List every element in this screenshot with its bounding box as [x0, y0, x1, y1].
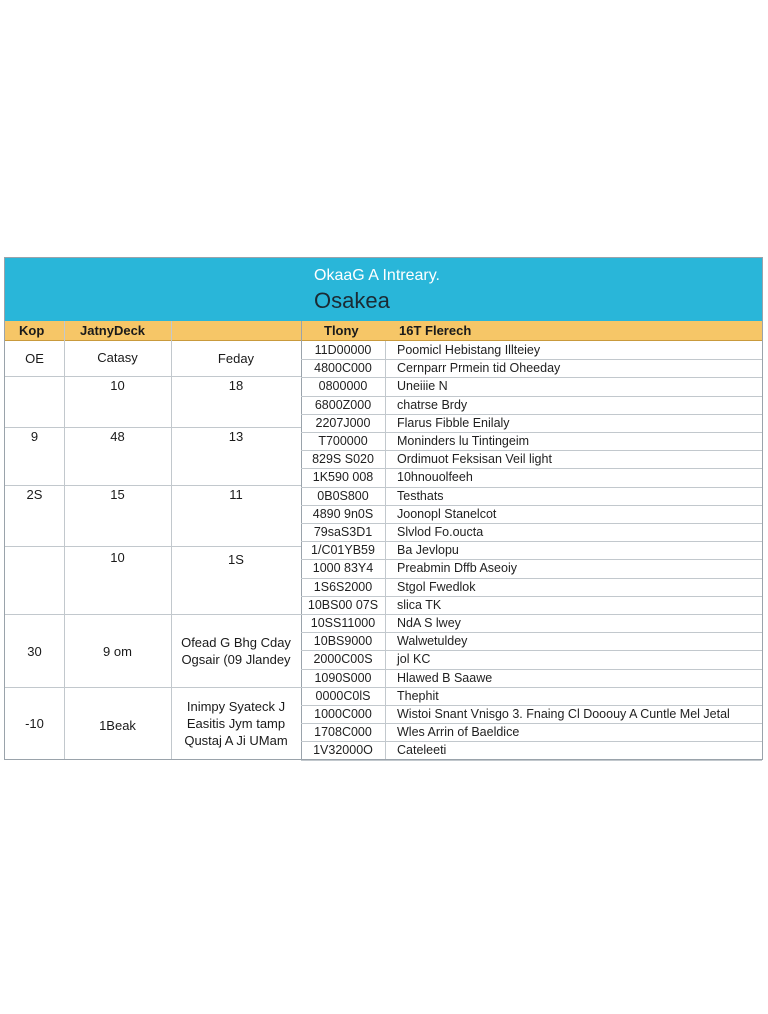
- row-activity: Walwetuldey: [397, 634, 468, 649]
- schedule-row: [301, 523, 762, 541]
- schedule-row: [301, 596, 762, 614]
- schedule-row: [301, 705, 762, 723]
- group-separator: [5, 485, 301, 486]
- title-banner: [5, 258, 762, 321]
- group-separator: [5, 687, 301, 688]
- row-activity: Preabmin Dffb Aseoiy: [397, 561, 517, 576]
- banner-title: Osakea: [314, 288, 390, 313]
- schedule-row: [301, 687, 762, 705]
- row-time: 6800Z000: [314, 397, 372, 412]
- row-activity: Ba Jevlopu: [397, 543, 459, 558]
- banner-subtitle: OkaaG A Intreary.: [314, 267, 440, 284]
- row-time: 4890 9n0S: [312, 506, 374, 521]
- row-activity: Testhats: [397, 488, 444, 503]
- row-time: 1S6S2000: [313, 579, 373, 594]
- schedule-row: [301, 578, 762, 596]
- group-5-col3: 1S: [228, 552, 244, 567]
- row-activity: Joonopl Stanelcot: [397, 506, 497, 521]
- schedule-row: [301, 741, 762, 759]
- group-separator: [5, 376, 301, 377]
- row-activity: chatrse Brdy: [397, 397, 468, 412]
- row-activity: Wles Arrin of Baeldice: [397, 725, 520, 740]
- schedule-row: [301, 541, 762, 559]
- row-time: 0800000: [318, 379, 368, 394]
- column-header-2: JatnyDeck: [80, 323, 146, 338]
- group-7-col2: 1Beak: [99, 718, 136, 733]
- schedule-row: [301, 396, 762, 414]
- column-header-activity: 16T Flerech: [399, 323, 472, 338]
- group-1-col2: Catasy: [97, 350, 138, 365]
- schedule-row: [301, 432, 762, 450]
- group-3-col1: 9: [30, 429, 39, 444]
- row-activity: Poomicl Hebistang Illteiey: [397, 343, 541, 357]
- row-activity: Ordimuot Feksisan Veil light: [397, 452, 552, 467]
- row-time: 1000 83Y4: [312, 561, 374, 576]
- row-time: 2207J000: [315, 415, 371, 430]
- schedule-row: [301, 614, 762, 632]
- schedule-row: [301, 414, 762, 432]
- itinerary-sheet: [4, 257, 763, 760]
- column-header-time: Tlony: [324, 323, 359, 338]
- row-time: 1708C000: [314, 725, 372, 740]
- group-4-col2: 15: [110, 487, 125, 502]
- row-time: 1000C000: [314, 707, 372, 721]
- row-time: 10BS00 07S: [307, 597, 379, 612]
- row-time: 11D00000: [314, 343, 372, 357]
- group-6-col3: Ofead G Bhg Cday Ogsair (09 Jlandey: [181, 635, 291, 667]
- column-header-1: Kop: [19, 323, 45, 338]
- row-time: 10BS9000: [313, 634, 373, 649]
- group-separator: [5, 427, 301, 428]
- group-separator: [5, 614, 301, 615]
- group-7-col1: -10: [25, 716, 44, 731]
- row-time: 0000C0lS: [315, 688, 371, 703]
- row-separator: [301, 760, 762, 761]
- group-4-col3: 11: [229, 487, 243, 502]
- schedule-row: [301, 450, 762, 468]
- row-activity: Cernparr Prmein tid Oheeday: [397, 361, 561, 376]
- schedule-row: [301, 632, 762, 650]
- row-activity: Moninders lu Tintingeim: [397, 434, 530, 448]
- schedule-row: [301, 723, 762, 741]
- schedule-row: [301, 505, 762, 523]
- group-6-col2: 9 om: [103, 644, 132, 659]
- row-time: 0B0S800: [317, 488, 369, 503]
- row-activity: 10hnouolfeeh: [397, 470, 473, 485]
- group-3-col3: 13: [228, 429, 244, 444]
- schedule-row: [301, 559, 762, 577]
- row-activity: Thephit: [397, 688, 439, 703]
- row-time: T700000: [318, 434, 368, 448]
- schedule-row: [301, 650, 762, 668]
- group-4-col1: 2S: [26, 487, 43, 502]
- row-time: 1090S000: [314, 670, 372, 685]
- schedule-row: [301, 468, 762, 486]
- group-separator: [5, 546, 301, 547]
- group-2-col3: 18: [228, 378, 244, 393]
- group-2-col2: 10: [110, 378, 125, 393]
- row-activity: Wistoi Snant Vnisgo 3. Fnaing Cl Dooouy A Cuntle Mel Jetal: [397, 707, 730, 721]
- group-7-col3: Inimpy Syateck J Easitis Jym tamp Qustaj A Ji UMam: [184, 699, 288, 748]
- group-3-col2: 48: [110, 429, 125, 444]
- row-time: 2000C00S: [313, 652, 373, 667]
- schedule-row: [301, 341, 762, 359]
- schedule-row: [301, 487, 762, 505]
- schedule-row: [301, 669, 762, 687]
- row-time: 1K590 008: [312, 470, 374, 485]
- schedule-row: [301, 359, 762, 377]
- row-activity: jol KC: [397, 652, 431, 667]
- schedule-row: [301, 377, 762, 395]
- row-activity: slica TK: [397, 597, 442, 612]
- row-activity: Cateleeti: [397, 743, 447, 758]
- column-header-row: [5, 321, 762, 341]
- group-5-col2: 10: [110, 550, 125, 565]
- row-activity: Uneiiie N: [397, 379, 448, 394]
- row-time: 1V32000O: [313, 743, 373, 758]
- row-activity: Stgol Fwedlok: [397, 579, 476, 594]
- row-time: 829S S020: [312, 452, 374, 467]
- row-time: 79saS3D1: [313, 525, 373, 539]
- group-1-col3: Feday: [217, 351, 255, 366]
- row-activity: NdA S lwey: [397, 616, 461, 630]
- row-time: 4800C000: [314, 361, 372, 376]
- row-activity: Slvlod Fo.oucta: [397, 525, 484, 539]
- row-activity: Hlawed B Saawe: [397, 670, 493, 685]
- row-activity: Flarus Fibble Enilaly: [397, 415, 510, 430]
- group-1-col1: OE: [25, 351, 44, 366]
- row-time: 10SS11000: [310, 616, 376, 630]
- group-6-col1: 30: [27, 644, 42, 659]
- row-time: 1/C01YB59: [311, 543, 375, 558]
